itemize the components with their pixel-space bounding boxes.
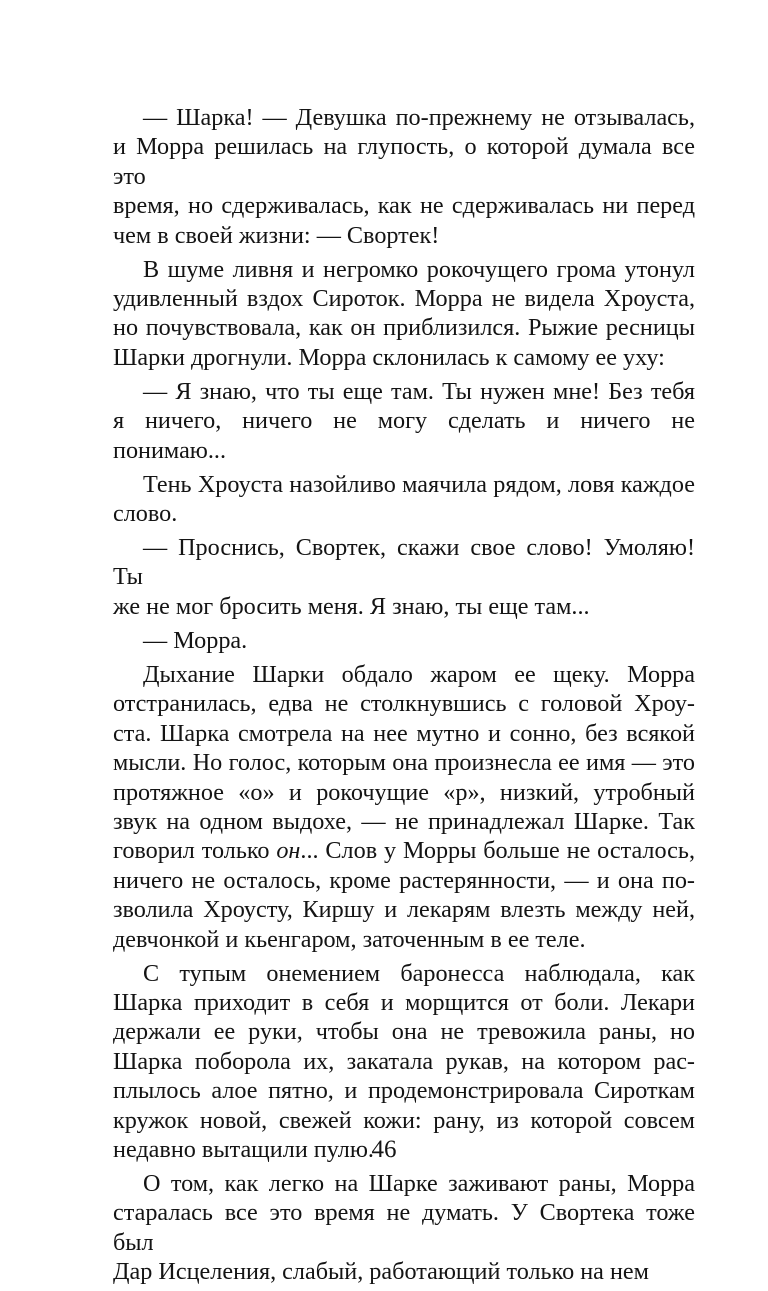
paragraph [113, 377, 695, 465]
text-line: — Проснись, Свортек, скажи свое слово! Умоляю! Ты [113, 534, 695, 591]
text-line: но почувствовала, как он приблизился. Рыжие ресницы [113, 314, 695, 342]
text-line: зволила Хроусту, Киршу и лекарям влезть между ней, [113, 896, 695, 924]
text-line: говорил только он... Слов у Морры больше не осталось, [113, 837, 695, 865]
paragraph [113, 533, 695, 621]
paragraph [113, 1169, 695, 1287]
text-line: девчонкой и кьенгаром, заточенным в ее теле. [113, 925, 586, 953]
text-line: Дар Исцеления, слабый, работающий только на нем [113, 1258, 649, 1286]
text-line: С тупым онемением баронесса наблюдала, как [143, 959, 695, 987]
text-line: Дыхание Шарки обдало жаром ее щеку. Морра [143, 660, 695, 688]
text-line: протяжное «о» и рокочущие «р», низкий, утробный [113, 778, 695, 806]
text-line: Шарка приходит в себя и морщится от боли. Лекари [113, 988, 695, 1016]
text-line: недавно вытащили пулю. [113, 1135, 374, 1163]
text-line: — Шарка! — Девушка по-прежнему не отзывалась, [143, 104, 695, 131]
text-line: время, но сдерживалась, как не сдерживалась ни перед [113, 192, 695, 220]
text-line: держали ее руки, чтобы она не тревожила раны, но [113, 1018, 695, 1046]
page-number: 46 [371, 1136, 397, 1163]
text-line: я ничего, ничего не могу сделать и ничего не понимаю... [113, 407, 695, 464]
text-line: и Морра решилась на глупость, о которой думала все это [113, 133, 695, 190]
text-line: удивленный вздох Сироток. Морра не видела Хроуста, [113, 285, 695, 313]
text-line: чем в своей жизни: — Свортек! [113, 221, 440, 249]
paragraph [113, 626, 695, 655]
text-line: отстранилась, едва не столкнувшись с головой Хроу- [113, 690, 695, 718]
text-line: Шарки дрогнули. Морра склонилась к самому ее уху: [113, 343, 665, 371]
paragraph [113, 255, 695, 373]
text-line: В шуме ливня и негромко рокочущего грома утонул [143, 255, 695, 283]
body-text [113, 103, 695, 1291]
text-line: Шарка поборола их, закатала рукав, на котором рас- [113, 1047, 695, 1075]
text-line: старалась все это время не думать. У Свортека тоже был [113, 1199, 695, 1256]
text-line: плылось алое пятно, и продемонстрировала Сироткам [113, 1077, 695, 1105]
text-line: слово. [113, 500, 178, 528]
text-line: мысли. Но голос, которым она произнесла ее имя — это [113, 749, 695, 777]
text-line: звук на одном выдохе, — не принадлежал Шарке. Так [113, 807, 695, 835]
paragraph [113, 103, 695, 250]
text-line: ста. Шарка смотрела на нее мутно и сонно, без всякой [113, 719, 695, 747]
text-line: кружок новой, свежей кожи: рану, из которой совсем [113, 1106, 695, 1134]
text-line: О том, как легко на Шарке заживают раны, Морра [143, 1169, 695, 1197]
text-line: же не мог бросить меня. Я знаю, ты еще там... [113, 592, 590, 620]
text-line: ничего не осталось, кроме растерянности, — и она по- [113, 866, 695, 894]
paragraph [113, 660, 695, 954]
text-line: — Морра. [143, 626, 248, 654]
paragraph [113, 959, 695, 1165]
paragraph [113, 470, 695, 529]
text-line: — Я знаю, что ты еще там. Ты нужен мне! Без тебя [143, 377, 695, 405]
text-line: Тень Хроуста назойливо маячила рядом, ловя каждое [143, 470, 695, 498]
